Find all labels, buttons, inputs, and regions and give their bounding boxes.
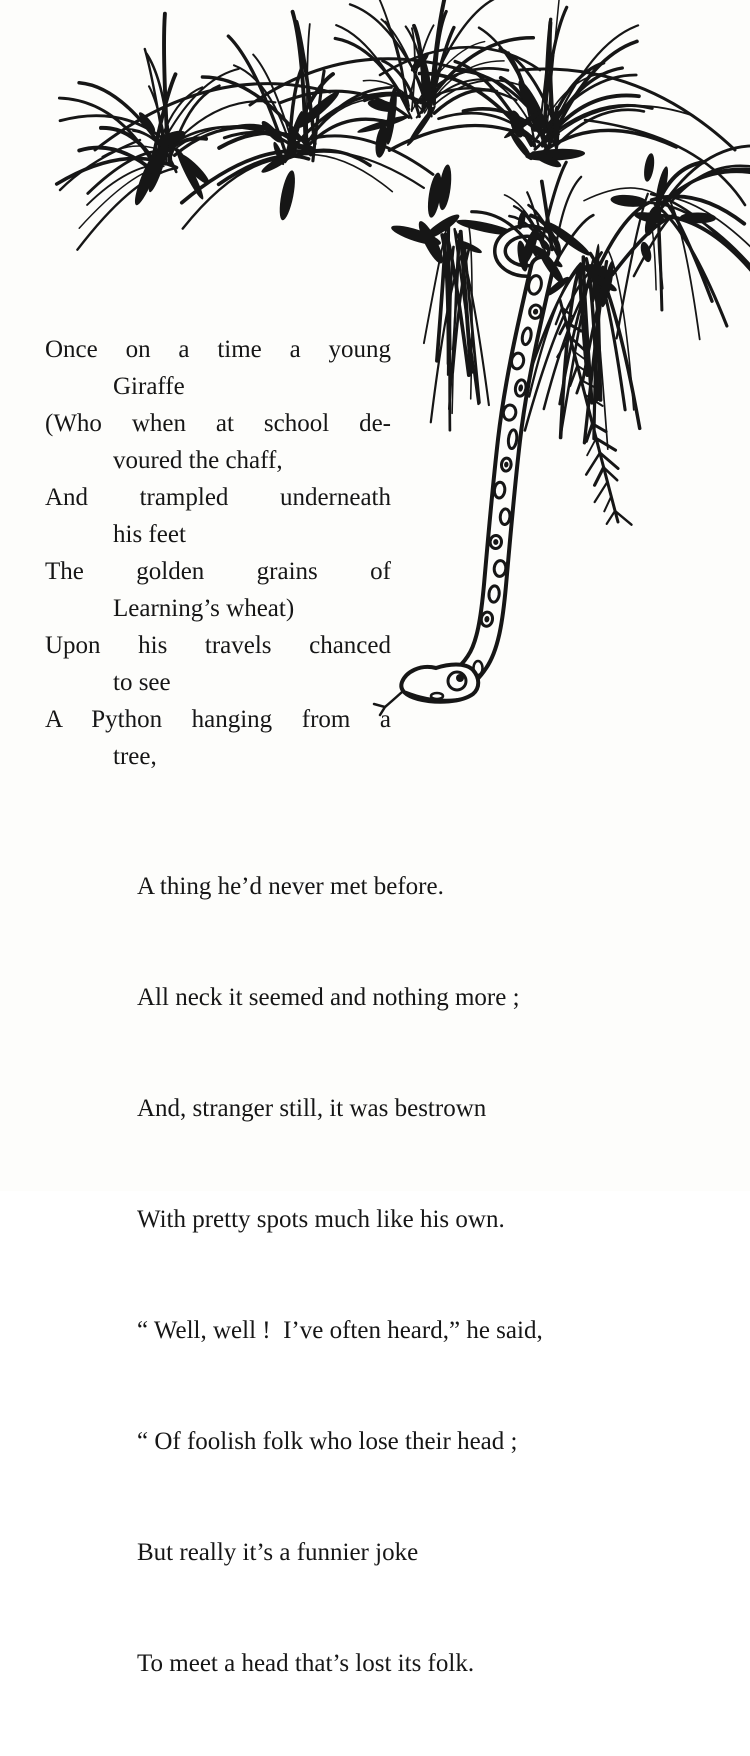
poem-line: “ Of foolish folk who lose their head ; bbox=[137, 1428, 518, 1455]
poem-stanza-2 bbox=[137, 794, 697, 1756]
illustration-stroke bbox=[545, 130, 676, 150]
poem-line: (Who when at school de- bbox=[45, 410, 391, 437]
poem-line: Upon his travels chanced bbox=[45, 632, 391, 659]
poem-line: The golden grains of bbox=[45, 558, 391, 585]
python-pupil bbox=[456, 674, 464, 682]
poem-line: Giraffe bbox=[113, 373, 185, 400]
poem-line: To meet a head that’s lost its folk. bbox=[137, 1650, 475, 1677]
illustration-stroke bbox=[642, 152, 656, 182]
poem-line: And, stranger still, it was bestrown bbox=[137, 1095, 487, 1122]
poem-line: A thing he’d never met before. bbox=[137, 873, 444, 900]
poem-line: his feet bbox=[113, 521, 186, 548]
poem-line: “ Well, well ! I’ve often heard,” he said, bbox=[137, 1317, 543, 1344]
poem-stanza-1 bbox=[45, 331, 391, 775]
python-eye bbox=[448, 672, 466, 690]
illustration-stroke bbox=[587, 438, 596, 455]
poem-line: voured the chaff, bbox=[113, 447, 283, 474]
poem-line: to see bbox=[113, 669, 171, 696]
poem-line: A Python hanging from a bbox=[45, 706, 391, 733]
illustration-stroke bbox=[77, 168, 174, 249]
poem-line: With pretty spots much like his own. bbox=[137, 1206, 505, 1233]
poem-line: Learning’s wheat) bbox=[113, 595, 295, 622]
poem-line: All neck it seemed and nothing more ; bbox=[137, 984, 520, 1011]
poem-line: And trampled underneath bbox=[45, 484, 391, 511]
poem-line: tree, bbox=[113, 743, 157, 770]
illustration-stroke bbox=[577, 380, 581, 393]
illustration-stroke bbox=[277, 169, 298, 221]
illustration-stroke bbox=[560, 300, 618, 522]
illustration-stroke bbox=[595, 467, 604, 485]
poem-line: But really it’s a funnier joke bbox=[137, 1539, 419, 1566]
illustration-stroke bbox=[553, 106, 559, 152]
illustration-stroke bbox=[604, 496, 611, 511]
poem-line: Once on a time a young bbox=[45, 336, 391, 363]
illustration-stroke bbox=[607, 511, 615, 524]
illustration-stroke bbox=[586, 453, 600, 475]
illustration-stroke bbox=[651, 194, 750, 298]
